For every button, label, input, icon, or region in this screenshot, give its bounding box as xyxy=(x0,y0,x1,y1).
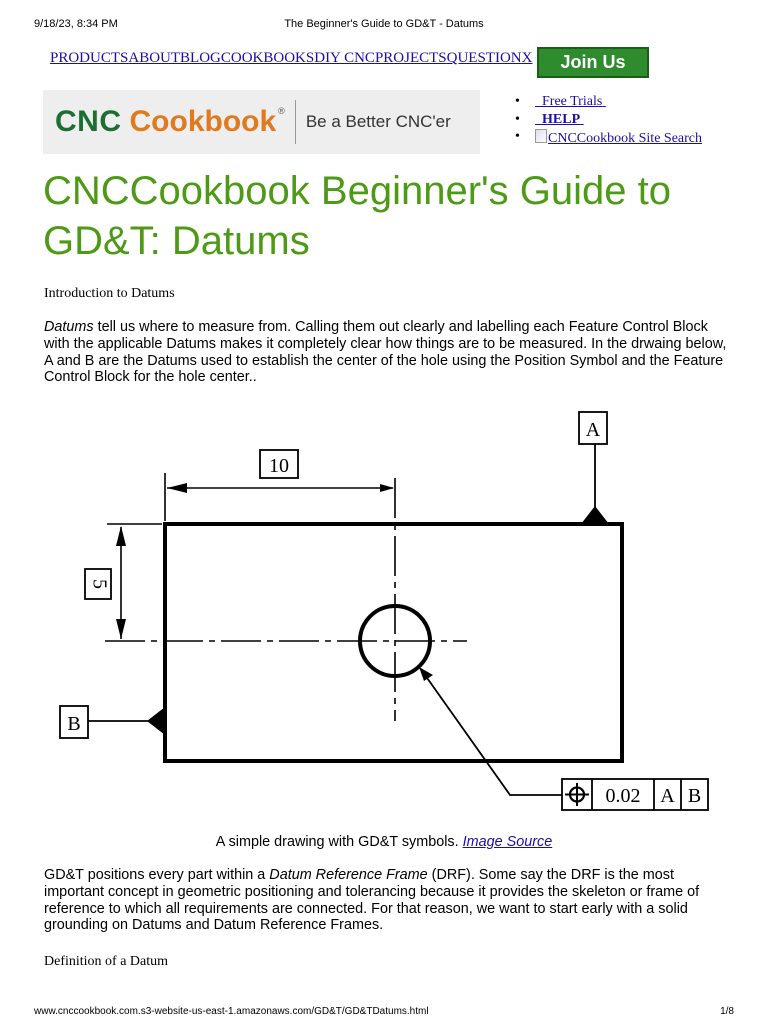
nav-item-diy-cnc[interactable]: DIY CNC xyxy=(314,50,375,66)
gdt-datum-drawing xyxy=(55,403,715,823)
print-page-number: 1/8 xyxy=(720,1006,734,1017)
site-search-link[interactable]: CNCCookbook Site Search xyxy=(535,131,702,146)
logo-registered-mark: ® xyxy=(278,106,285,116)
fcb-leader xyxy=(425,675,562,795)
datums-emphasis: Datums xyxy=(44,319,94,335)
fcb-tolerance: 0.02 xyxy=(605,785,641,807)
nav-item-projects[interactable]: PROJECTS xyxy=(374,50,447,66)
print-url: www.cnccookbook.com.s3-website-us-east-1.amazonaws.com/GD&T/GD&TDatums.html xyxy=(34,1006,429,1017)
datum-a-label: A xyxy=(585,419,601,441)
datum-a-triangle xyxy=(581,506,609,524)
intro-paragraph: Datums tell us where to measure from. Calling them out clearly and labelling each Feature Control Block with the applicable Datums makes it completely clear how things are to be measured. In the drwaing below, A and B are the Datums used to establish the center of the hole using the Position Symbol and the Feature Control Block for the hole center.. xyxy=(44,319,727,386)
drf-emphasis: Datum Reference Frame xyxy=(269,867,428,883)
dim-arrow-bottom xyxy=(116,619,126,639)
page-title: CNCCookbook Beginner's Guide to GD&T: Datums xyxy=(43,169,671,263)
datum-b-triangle xyxy=(147,707,165,735)
fcb-leader-arrow xyxy=(419,667,433,681)
drf-paragraph: GD&T positions every part within a Datum Reference Frame (DRF). Some say the DRF is the most important concept in geometric positioning and tolerancing because it provides the skeleton or frame of reference to which all requirements are connected. For that reason, we want to start early with a solid grounding on Datums and Datum Reference Frames. xyxy=(44,867,700,934)
definition-heading: Definition of a Datum xyxy=(44,954,169,969)
part-outline xyxy=(165,524,622,761)
fcb-datum-ref-b: B xyxy=(687,785,702,807)
logo-brand-cookbook: Cookbook xyxy=(129,105,277,138)
join-us-button[interactable]: Join Us xyxy=(537,47,649,78)
fcb-datum-ref-a: A xyxy=(660,785,675,807)
print-datetime: 9/18/23, 8:34 PM xyxy=(34,18,118,30)
intro-heading: Introduction to Datums xyxy=(44,286,175,301)
top-nav xyxy=(44,50,532,67)
nav-item-about[interactable]: ABOUT xyxy=(128,50,181,66)
dim-arrow-top xyxy=(116,526,126,546)
list-item xyxy=(515,129,702,147)
dim-value-horizontal: 10 xyxy=(269,455,289,477)
dim-value-vertical: 5 xyxy=(88,579,111,589)
nav-item-cookbooks[interactable]: COOKBOOKS xyxy=(220,50,315,66)
list-item xyxy=(515,94,702,112)
print-doc-title: The Beginner's Guide to GD&T - Datums xyxy=(284,18,484,30)
logo-brand-cnc: CNC xyxy=(55,105,122,138)
nav-item-close[interactable]: X xyxy=(521,50,533,66)
datum-b-label: B xyxy=(67,713,81,735)
free-trials-link[interactable]: Free Trials xyxy=(542,94,603,109)
site-logo[interactable] xyxy=(43,90,480,154)
list-item xyxy=(515,112,702,130)
nav-item-blog[interactable]: BLOG xyxy=(180,50,221,66)
image-source-link[interactable]: Image Source xyxy=(462,834,553,850)
nav-item-question[interactable]: QUESTION xyxy=(446,50,522,66)
dim-arrow-left xyxy=(167,483,187,493)
logo-divider xyxy=(295,100,296,144)
help-link[interactable]: HELP xyxy=(542,111,581,127)
logo-tagline: Be a Better CNC'er xyxy=(305,112,451,131)
side-links-list xyxy=(515,94,702,147)
broken-image-icon xyxy=(535,129,547,143)
nav-item-products[interactable]: PRODUCTS xyxy=(50,50,129,66)
figure-caption: A simple drawing with GD&T symbols. Image Source xyxy=(215,834,553,850)
